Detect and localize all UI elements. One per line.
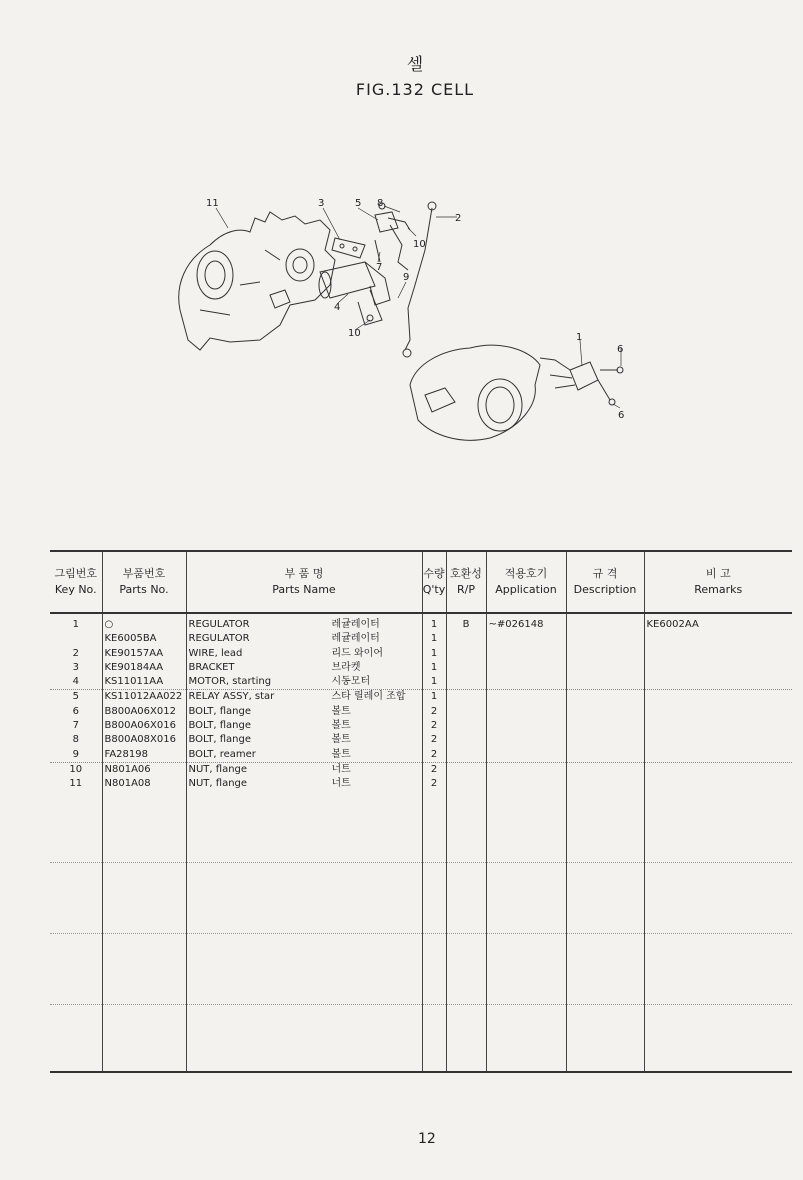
parts-table bbox=[50, 550, 792, 1073]
description-cell bbox=[566, 613, 644, 632]
qty-cell: 1 bbox=[422, 613, 446, 632]
callout-9: 9 bbox=[403, 272, 410, 283]
part-name-ko: 레귤레이터 bbox=[331, 619, 380, 630]
key-cell: 8 bbox=[72, 734, 79, 746]
callout-11: 11 bbox=[206, 198, 219, 209]
rp-cell bbox=[446, 719, 486, 733]
part-no-cell: KS11012AA022 bbox=[102, 690, 186, 705]
part-no-cell: B800A06X012 bbox=[102, 705, 186, 719]
empty-cell bbox=[50, 1004, 102, 1072]
header-qty: 수량 Q'ty bbox=[422, 551, 446, 613]
rp-cell bbox=[446, 777, 486, 791]
empty-cell bbox=[50, 792, 102, 863]
remarks-cell bbox=[644, 705, 792, 719]
part-name-cell bbox=[186, 632, 422, 646]
part-name-ko: 볼트 bbox=[331, 720, 351, 732]
description-cell bbox=[566, 661, 644, 675]
part-name-ko: 시동모터 bbox=[331, 676, 371, 688]
key-cell: 10 bbox=[69, 763, 83, 775]
empty-cell bbox=[446, 862, 486, 933]
application-cell bbox=[486, 719, 566, 733]
remarks-cell bbox=[644, 719, 792, 733]
key-cell: 4 bbox=[50, 675, 102, 690]
remarks-cell bbox=[644, 762, 792, 777]
empty-cell bbox=[566, 933, 644, 1004]
part-name-cell bbox=[186, 705, 422, 719]
callout-6b: 6 bbox=[618, 410, 625, 421]
part-name-en: BOLT, reamer bbox=[188, 748, 256, 760]
part-name-cell bbox=[186, 690, 422, 705]
rp-cell bbox=[446, 733, 486, 747]
callout-5: 5 bbox=[355, 198, 362, 209]
empty-cell bbox=[186, 933, 422, 1004]
rp-cell bbox=[446, 705, 486, 719]
empty-cell bbox=[422, 862, 446, 933]
empty-cell bbox=[486, 1004, 566, 1072]
part-no-cell: KE90184AA bbox=[102, 661, 186, 675]
starter-motor-illustration bbox=[319, 238, 390, 325]
qty-cell: 2 bbox=[422, 733, 446, 747]
table-row bbox=[50, 748, 792, 763]
description-cell bbox=[566, 690, 644, 705]
part-name-cell bbox=[186, 675, 422, 690]
remarks-cell bbox=[644, 733, 792, 747]
part-name-en: BRACKET bbox=[188, 661, 235, 673]
header-remarks: 비 고 Remarks bbox=[644, 551, 792, 613]
empty-cell bbox=[446, 933, 486, 1004]
part-name-cell bbox=[186, 647, 422, 661]
header-rp: 호환성 R/P bbox=[446, 551, 486, 613]
remarks-cell bbox=[644, 632, 792, 646]
empty-cell bbox=[102, 1004, 186, 1072]
header-key-no: 그림번호 Key No. bbox=[50, 551, 102, 613]
table-row bbox=[50, 777, 792, 791]
description-cell bbox=[566, 748, 644, 763]
part-name-en: BOLT, flange bbox=[188, 734, 251, 746]
remarks-cell bbox=[644, 748, 792, 763]
empty-cell bbox=[566, 1004, 644, 1072]
table-row bbox=[50, 690, 792, 705]
application-cell bbox=[486, 777, 566, 791]
key-cell: 2 bbox=[72, 647, 79, 659]
remarks-cell bbox=[644, 690, 792, 705]
remarks-cell bbox=[644, 675, 792, 690]
part-name-en: RELAY ASSY, star bbox=[188, 691, 275, 703]
qty-cell: 1 bbox=[422, 647, 446, 661]
application-cell bbox=[486, 690, 566, 705]
table-header-row bbox=[50, 551, 792, 613]
qty-cell: 2 bbox=[422, 762, 446, 777]
part-name-cell bbox=[186, 762, 422, 777]
rp-cell bbox=[446, 762, 486, 777]
empty-cell bbox=[486, 933, 566, 1004]
empty-row bbox=[50, 1004, 792, 1072]
empty-cell bbox=[486, 862, 566, 933]
empty-cell bbox=[422, 792, 446, 863]
table-row bbox=[50, 762, 792, 777]
flywheel-housing-illustration bbox=[410, 345, 623, 440]
table-row bbox=[50, 705, 792, 719]
empty-cell bbox=[566, 862, 644, 933]
table-row bbox=[50, 613, 792, 632]
part-no-cell: KS11011AA bbox=[102, 675, 186, 690]
part-no-cell: B800A06X016 bbox=[102, 719, 186, 733]
table-row bbox=[50, 632, 792, 646]
qty-cell: 1 bbox=[422, 661, 446, 675]
application-cell bbox=[486, 675, 566, 690]
part-name-ko: 너트 bbox=[331, 763, 351, 775]
page-number: 12 bbox=[418, 1131, 436, 1147]
application-cell bbox=[486, 705, 566, 719]
empty-cell bbox=[102, 933, 186, 1004]
callout-8: 8 bbox=[377, 198, 384, 209]
table-row bbox=[50, 675, 792, 690]
part-name-cell bbox=[186, 748, 422, 763]
table-row bbox=[50, 733, 792, 747]
description-cell bbox=[566, 632, 644, 646]
empty-cell bbox=[186, 1004, 422, 1072]
parts-diagram bbox=[170, 190, 650, 460]
part-name-en: MOTOR, starting bbox=[188, 676, 272, 688]
header-parts-name: 부 품 명 Parts Name bbox=[186, 551, 422, 613]
empty-cell bbox=[186, 792, 422, 863]
rp-cell: B bbox=[446, 613, 486, 632]
rp-cell bbox=[446, 690, 486, 705]
part-name-en: NUT, flange bbox=[188, 778, 248, 790]
callout-7: 7 bbox=[376, 262, 383, 273]
qty-cell: 2 bbox=[422, 705, 446, 719]
empty-cell bbox=[644, 1004, 792, 1072]
callout-10b: 10 bbox=[348, 328, 361, 339]
empty-cell bbox=[486, 792, 566, 863]
empty-cell bbox=[186, 862, 422, 933]
empty-cell bbox=[422, 933, 446, 1004]
application-cell bbox=[486, 748, 566, 763]
part-name-cell bbox=[186, 719, 422, 733]
part-name-cell bbox=[186, 613, 422, 632]
part-name-ko: 브라켓 bbox=[331, 661, 361, 673]
empty-cell bbox=[446, 1004, 486, 1072]
empty-row bbox=[50, 862, 792, 933]
part-no-cell: N801A08 bbox=[102, 777, 186, 791]
part-name-en: REGULATOR bbox=[188, 633, 250, 645]
key-cell bbox=[50, 632, 102, 646]
part-no-cell: N801A06 bbox=[102, 762, 186, 777]
table-row bbox=[50, 719, 792, 733]
application-cell bbox=[486, 762, 566, 777]
remarks-cell bbox=[644, 777, 792, 791]
empty-cell bbox=[644, 792, 792, 863]
remarks-cell bbox=[644, 661, 792, 675]
qty-cell: 1 bbox=[422, 690, 446, 705]
callout-4: 4 bbox=[334, 302, 341, 313]
key-cell: 5 bbox=[72, 691, 79, 703]
rp-cell bbox=[446, 647, 486, 661]
part-name-en: BOLT, flange bbox=[188, 705, 251, 717]
rp-cell bbox=[446, 675, 486, 690]
empty-cell bbox=[566, 792, 644, 863]
rp-cell bbox=[446, 661, 486, 675]
key-cell: 6 bbox=[72, 705, 79, 717]
qty-cell: 2 bbox=[422, 777, 446, 791]
empty-cell bbox=[422, 1004, 446, 1072]
callout-10: 10 bbox=[413, 239, 426, 250]
part-name-cell bbox=[186, 661, 422, 675]
callout-3: 3 bbox=[318, 198, 325, 209]
header-parts-no: 부품번호 Parts No. bbox=[102, 551, 186, 613]
description-cell bbox=[566, 762, 644, 777]
key-cell: 9 bbox=[50, 748, 102, 763]
empty-cell bbox=[644, 862, 792, 933]
remarks-cell bbox=[644, 647, 792, 661]
key-cell: 7 bbox=[72, 720, 79, 732]
application-cell: ~#026148 bbox=[486, 613, 566, 632]
part-name-ko: 볼트 bbox=[331, 748, 351, 760]
qty-cell: 1 bbox=[422, 675, 446, 690]
empty-cell bbox=[644, 933, 792, 1004]
description-cell bbox=[566, 719, 644, 733]
description-cell bbox=[566, 675, 644, 690]
part-no-cell: KE90157AA bbox=[102, 647, 186, 661]
application-cell bbox=[486, 733, 566, 747]
remarks-cell: KE6002AA bbox=[644, 613, 792, 632]
page-title: FIG.132 CELL bbox=[355, 80, 475, 99]
callout-2: 2 bbox=[455, 213, 462, 224]
qty-cell: 2 bbox=[422, 748, 446, 763]
rp-cell bbox=[446, 632, 486, 646]
qty-cell: 1 bbox=[422, 632, 446, 646]
part-name-ko: 볼트 bbox=[331, 734, 351, 746]
empty-row bbox=[50, 933, 792, 1004]
empty-cell bbox=[102, 792, 186, 863]
part-name-en: NUT, flange bbox=[188, 763, 248, 775]
key-cell: 3 bbox=[72, 661, 79, 673]
description-cell bbox=[566, 733, 644, 747]
callout-1: 1 bbox=[576, 332, 583, 343]
key-cell: 11 bbox=[69, 778, 83, 790]
part-name-ko: 스타 릴레이 조합 bbox=[331, 691, 406, 703]
callout-6: 6 bbox=[617, 344, 624, 355]
part-name-cell bbox=[186, 777, 422, 791]
engine-block-illustration bbox=[179, 212, 335, 350]
description-cell bbox=[566, 777, 644, 791]
part-name-cell bbox=[186, 733, 422, 747]
part-no-cell: KE6005BA bbox=[102, 632, 186, 646]
empty-cell bbox=[50, 933, 102, 1004]
application-cell bbox=[486, 661, 566, 675]
header-application: 적용호기 Application bbox=[486, 551, 566, 613]
key-cell: 1 bbox=[72, 619, 79, 630]
part-name-en: REGULATOR bbox=[188, 619, 250, 630]
part-name-ko: 리드 와이어 bbox=[331, 647, 383, 659]
empty-row bbox=[50, 792, 792, 863]
application-cell bbox=[486, 632, 566, 646]
part-name-ko: 레귤레이터 bbox=[331, 633, 380, 645]
empty-cell bbox=[50, 862, 102, 933]
part-no-cell: ○ bbox=[102, 613, 186, 632]
rp-cell bbox=[446, 748, 486, 763]
qty-cell: 2 bbox=[422, 719, 446, 733]
table-row bbox=[50, 647, 792, 661]
page-title-korean: 셀 bbox=[406, 55, 424, 75]
application-cell bbox=[486, 647, 566, 661]
part-name-en: WIRE, lead bbox=[188, 647, 243, 659]
part-no-cell: B800A08X016 bbox=[102, 733, 186, 747]
part-no-cell: FA28198 bbox=[102, 748, 186, 763]
part-name-en: BOLT, flange bbox=[188, 720, 251, 732]
empty-cell bbox=[102, 862, 186, 933]
header-description: 규 격 Description bbox=[566, 551, 644, 613]
part-name-ko: 너트 bbox=[331, 778, 351, 790]
description-cell bbox=[566, 647, 644, 661]
empty-cell bbox=[446, 792, 486, 863]
table-row bbox=[50, 661, 792, 675]
description-cell bbox=[566, 705, 644, 719]
part-name-ko: 볼트 bbox=[331, 705, 351, 717]
